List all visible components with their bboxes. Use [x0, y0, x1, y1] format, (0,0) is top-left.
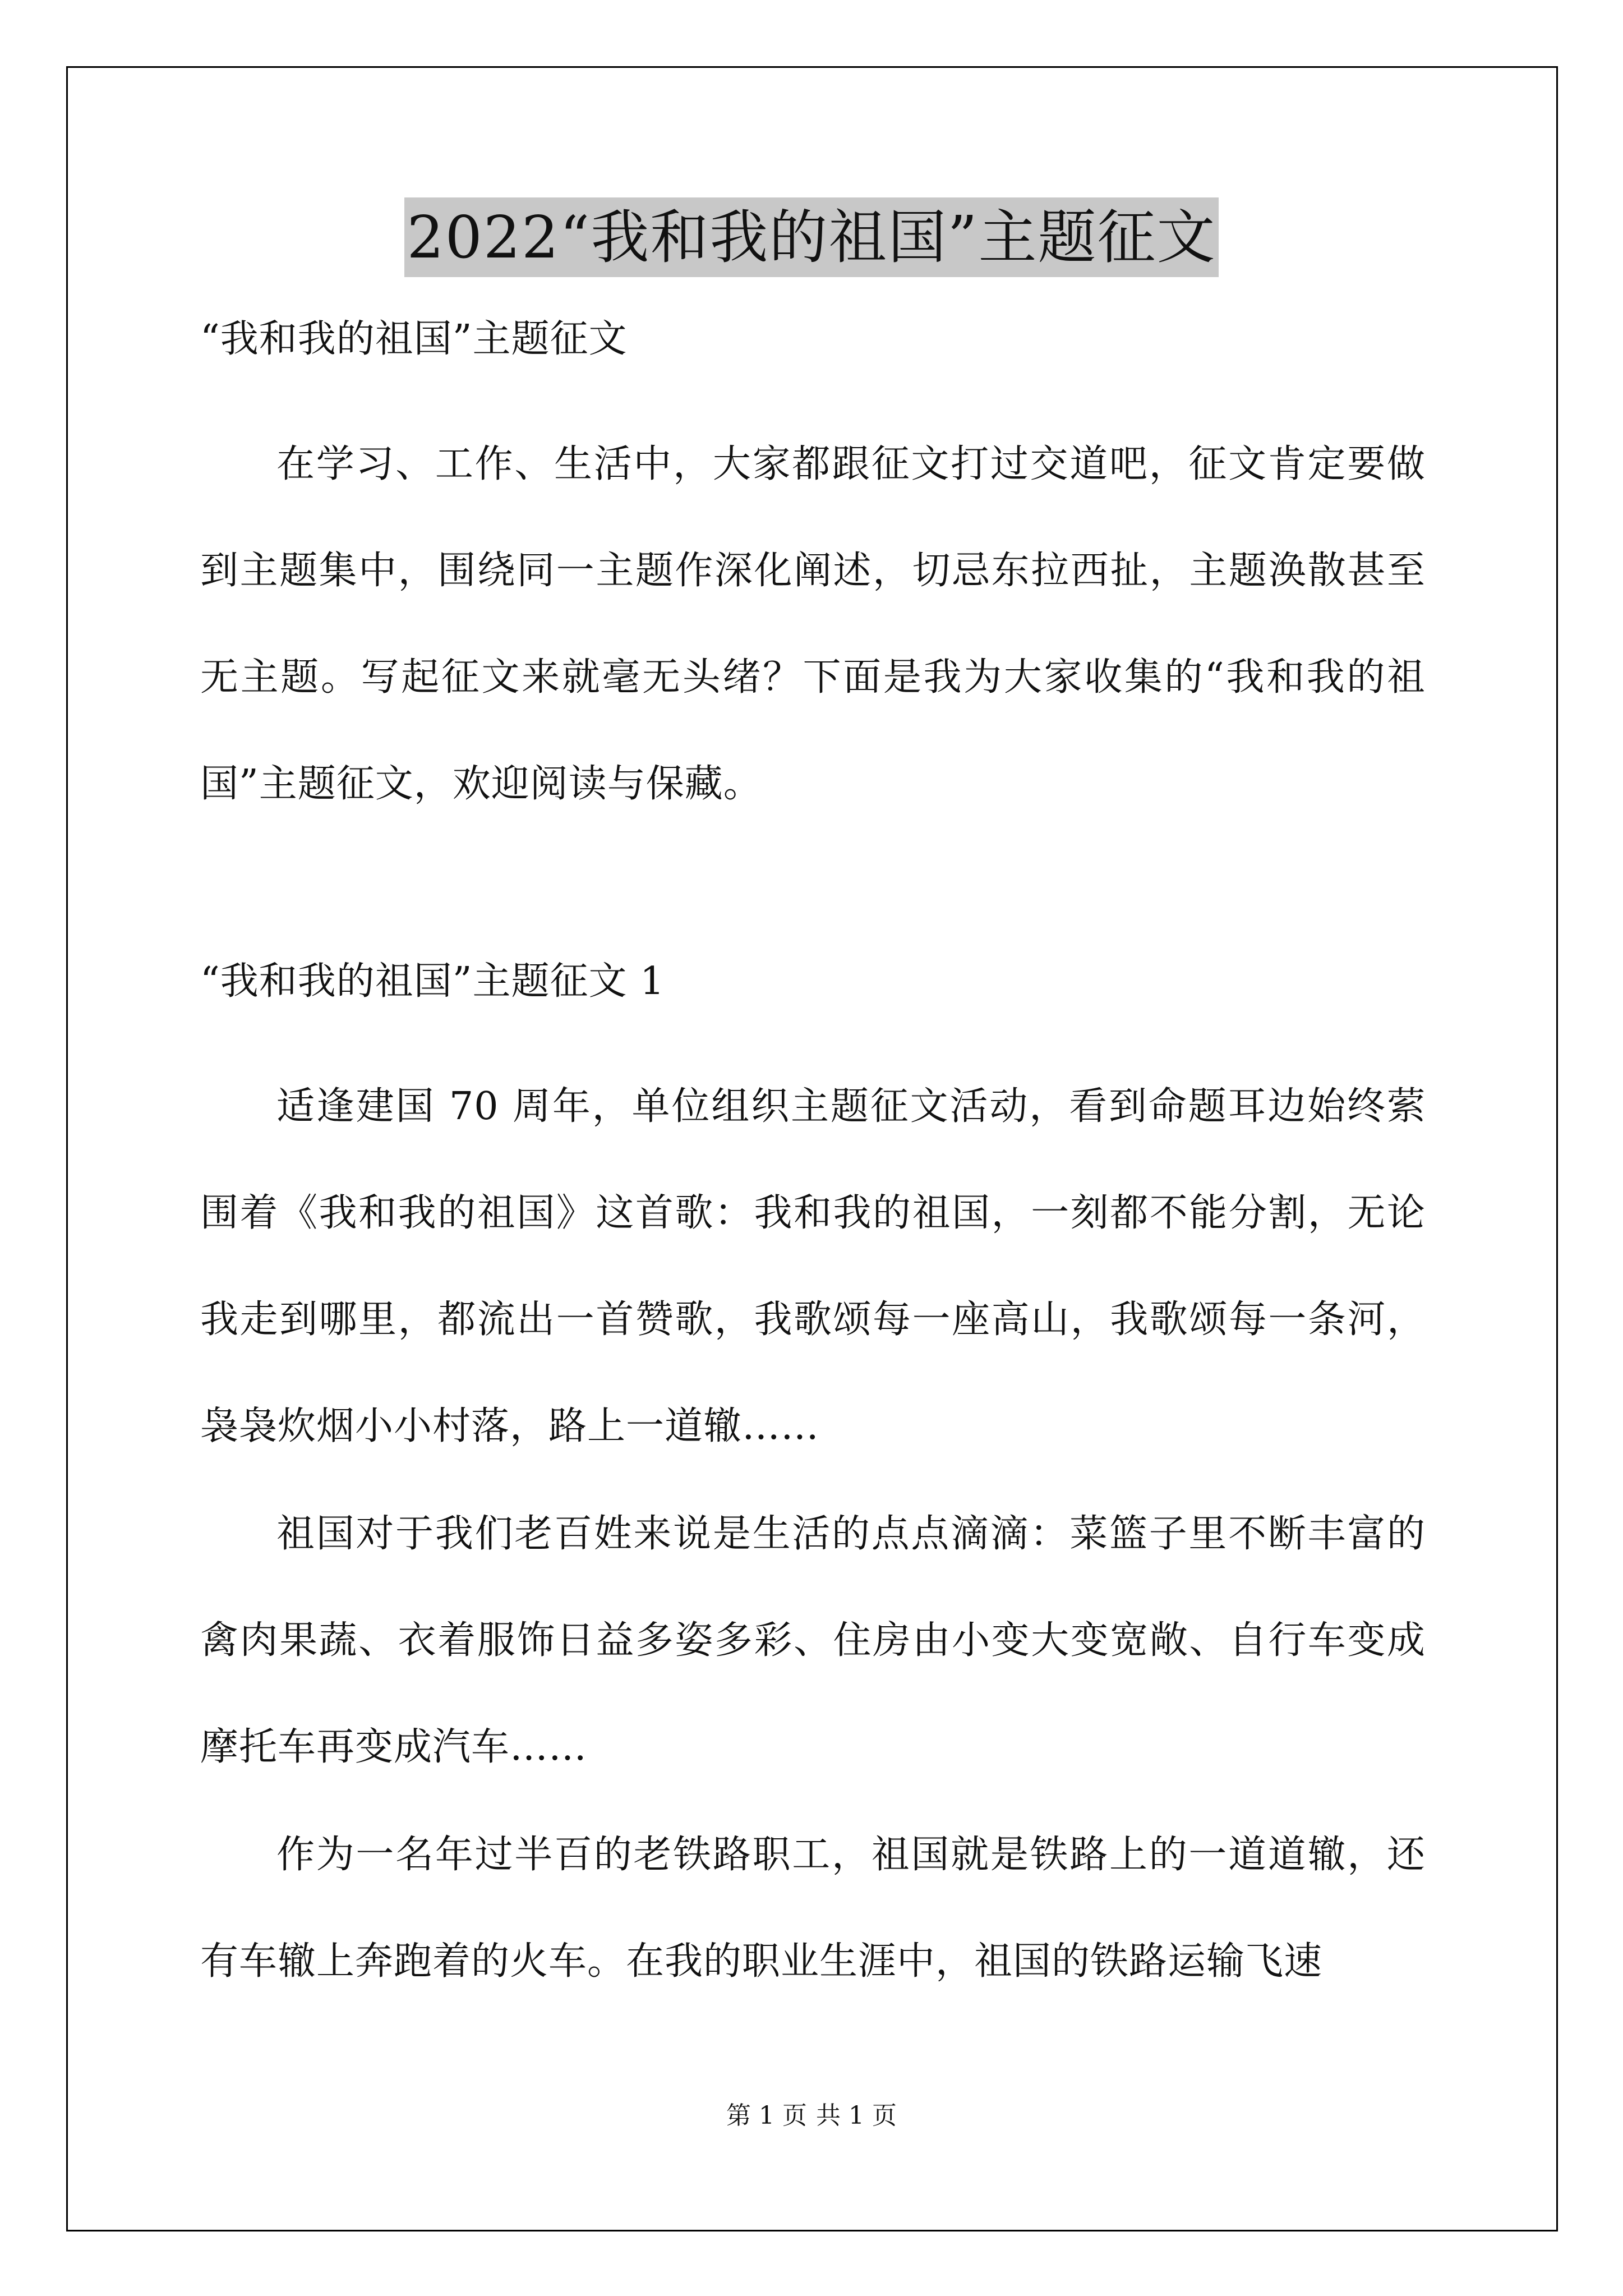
- intro-paragraph: 在学习、工作、生活中，大家都跟征文打过交道吧，征文肯定要做到主题集中，围绕同一主题作深化阐述，切忌东拉西扯，主题涣散甚至无主题。写起征文来就毫无头绪？下面是我为大家收集的“我和我的祖国”主题征文，欢迎阅读与保藏。: [200, 442, 1426, 806]
- section1-paragraph-3: 作为一名年过半百的老铁路职工，祖国就是铁路上的一道道辙，还有车辙上奔跑着的火车。在我的职业生涯中，祖国的铁路运输飞速: [200, 1833, 1426, 1984]
- section1-paragraph-2: 祖国对于我们老百姓来说是生活的点点滴滴：菜篮子里不断丰富的禽肉果蔬、衣着服饰日益多姿多彩、住房由小变大变宽敞、自行车变成摩托车再变成汽车……: [200, 1512, 1426, 1769]
- page-number: 第 1 页: [726, 2101, 807, 2130]
- section1-heading: “我和我的祖国”主题征文 1: [200, 959, 665, 1004]
- title-container: [0, 197, 1623, 277]
- intro-heading: “我和我的祖国”主题征文: [200, 317, 628, 361]
- document-title: 2022“我和我的祖国”主题征文: [404, 197, 1218, 277]
- page-footer: [0, 2099, 1623, 2133]
- page-total: 共 1 页: [816, 2101, 897, 2130]
- section1-paragraph-1: 适逢建国 70 周年，单位组织主题征文活动，看到命题耳边始终萦围着《我和我的祖国》这首歌：我和我的祖国，一刻都不能分割，无论我走到哪里，都流出一首赞歌，我歌颂每一座高山，我歌颂每一条河，袅袅炊烟小小村落，路上一道辙……: [200, 1084, 1426, 1448]
